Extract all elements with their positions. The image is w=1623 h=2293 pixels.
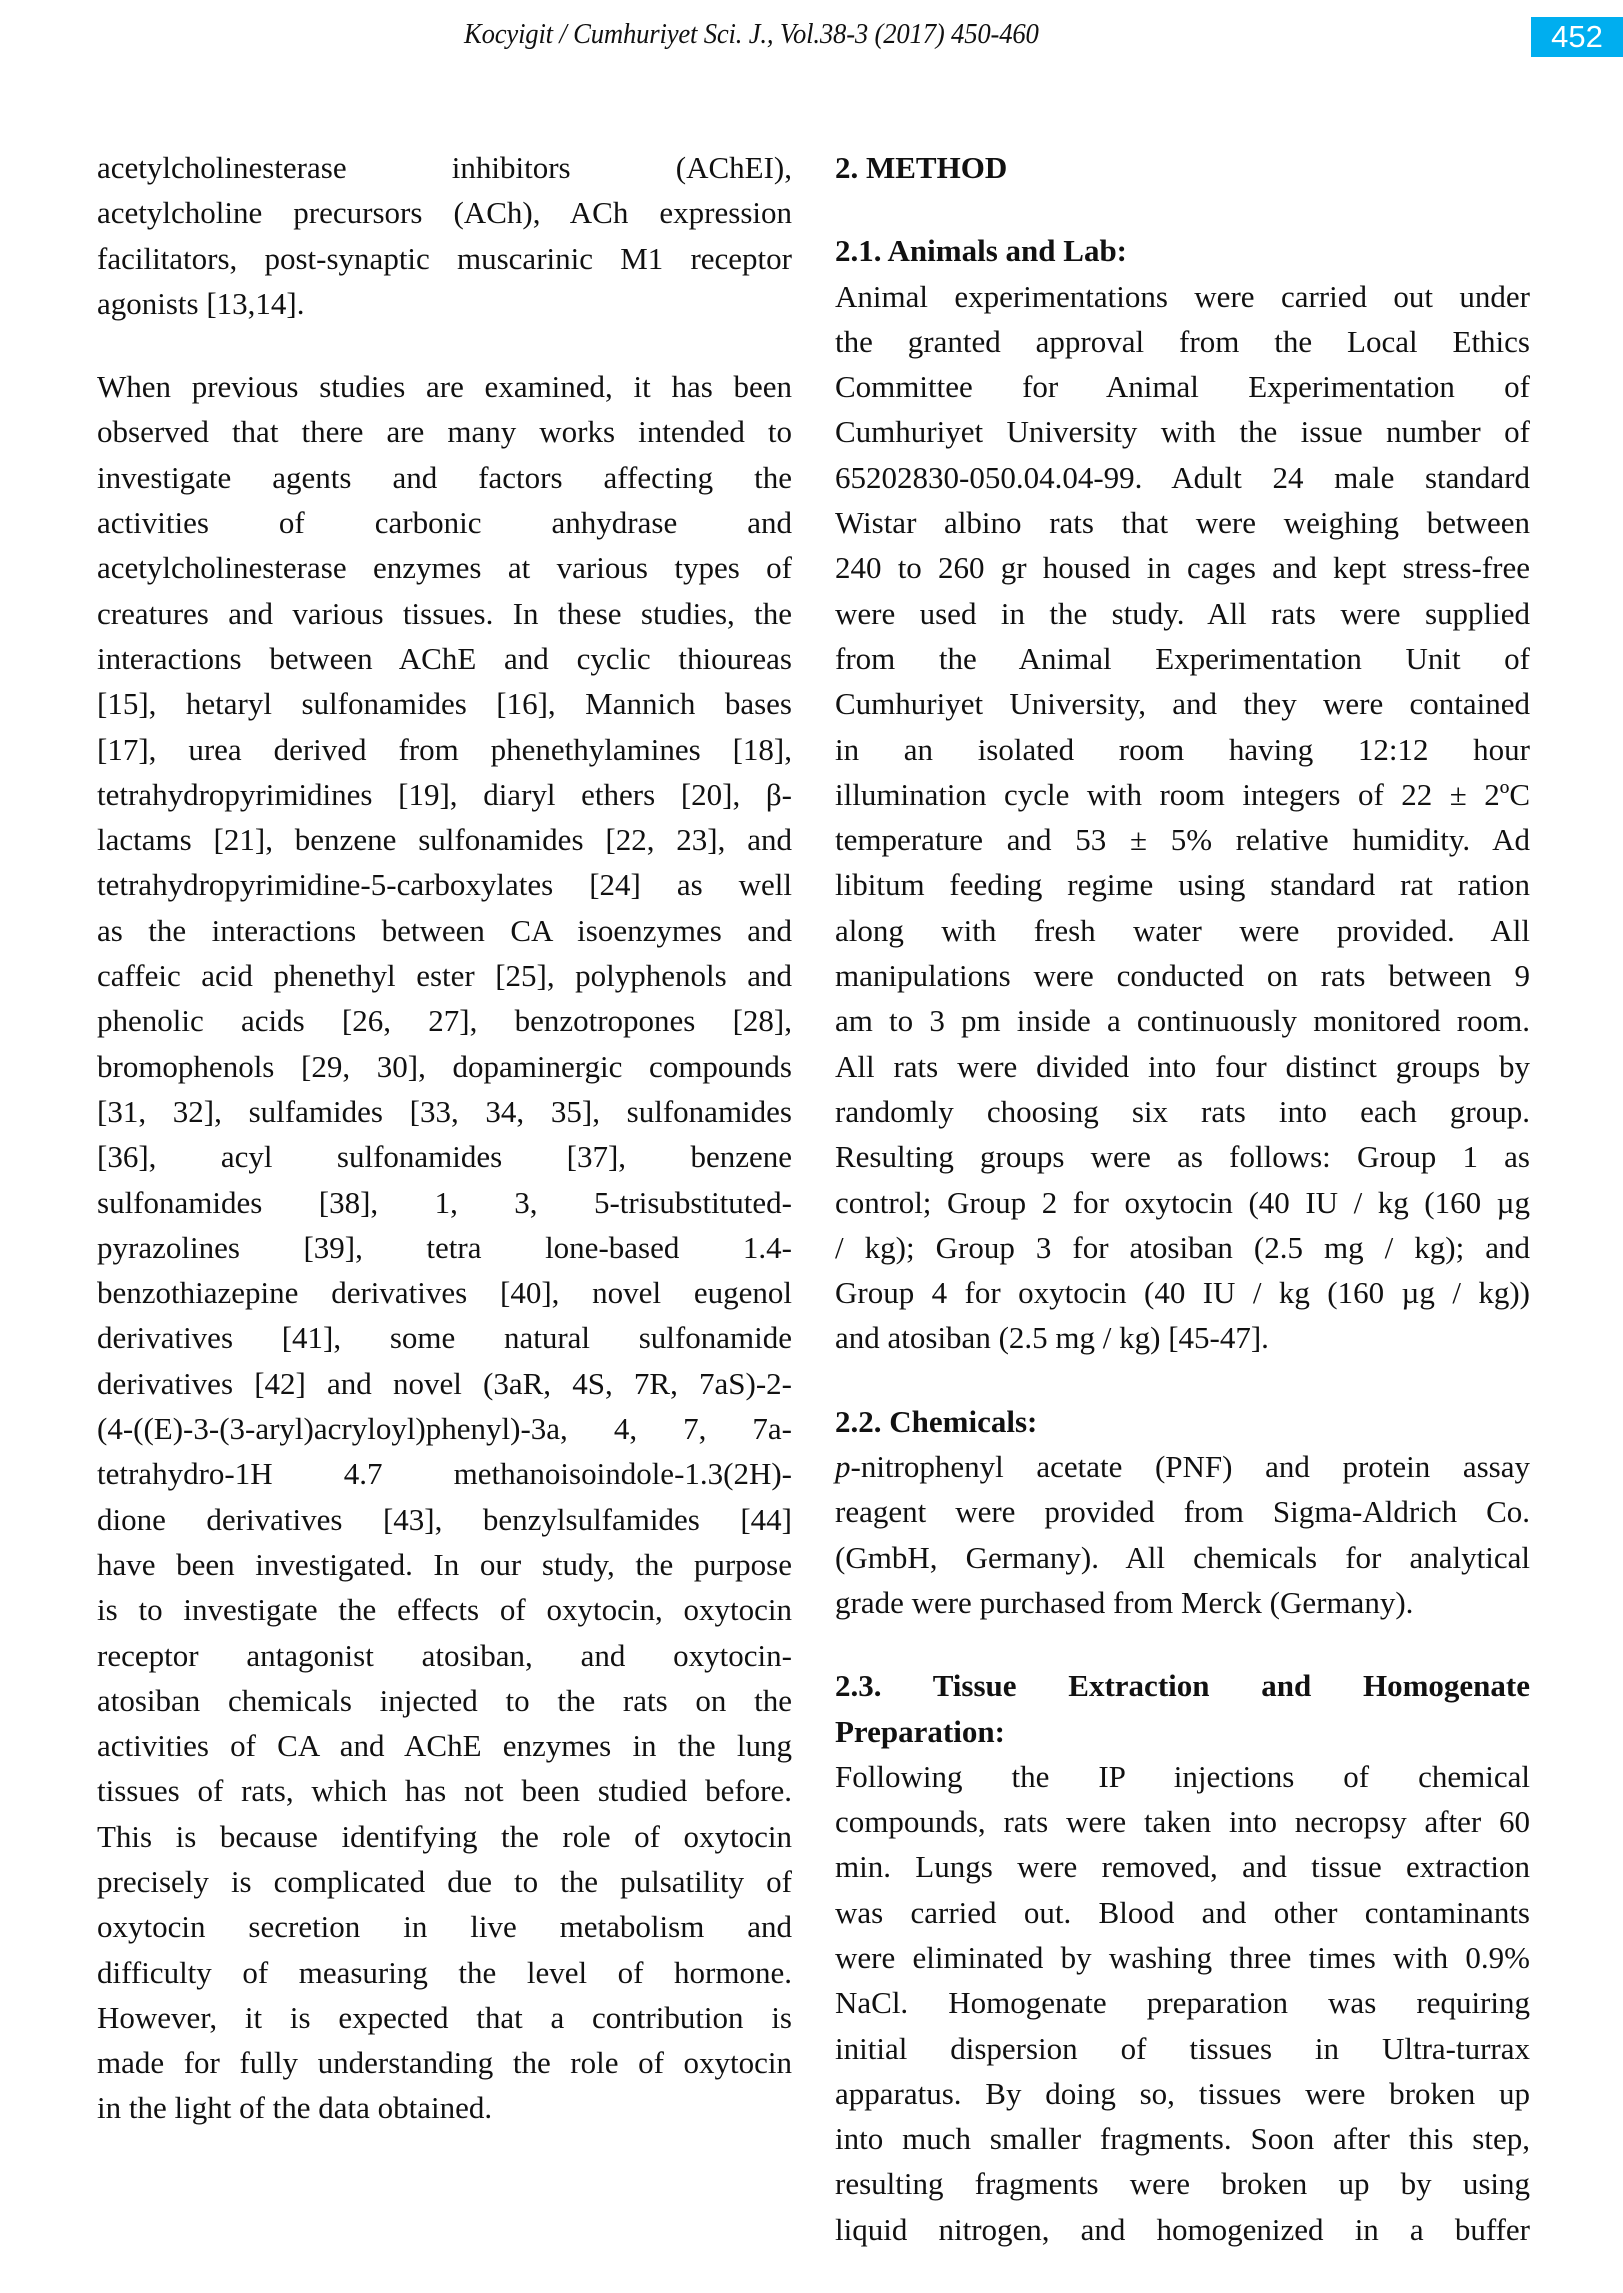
text-line: liquid nitrogen, and homogenized in a buffer <box>835 2211 1530 2247</box>
text-line: reagent were provided from Sigma-Aldrich Co. <box>835 1494 1530 1530</box>
text-line: sulfonamides [38], 1, 3, 5-trisubstituted- <box>97 1184 792 1220</box>
text-line: observed that there are many works intended to <box>97 414 792 450</box>
text-line: NaCl. Homogenate preparation was requiring <box>835 1985 1530 2021</box>
right-column <box>835 145 1530 2252</box>
text-line: was carried out. Blood and other contaminants <box>835 1894 1530 1930</box>
paragraph-gap <box>835 1361 1530 1399</box>
text-line: / kg); Group 3 for atosiban (2.5 mg / kg); and <box>835 1229 1530 1265</box>
paragraph-gap <box>835 190 1530 228</box>
subsection-heading: 2.3. Tissue Extraction and Homogenate <box>835 1668 1530 1704</box>
text-line: agonists [13,14]. <box>97 285 305 321</box>
text-line: control; Group 2 for oxytocin (40 IU / kg (160 µg <box>835 1184 1530 1220</box>
text-line: [36], acyl sulfonamides [37], benzene <box>97 1139 792 1175</box>
paragraph-gap <box>835 1625 1530 1663</box>
running-header <box>0 14 1623 54</box>
text-line: grade were purchased from Merck (Germany). <box>835 1584 1414 1620</box>
text-line: However, it is expected that a contribution is <box>97 1999 792 2035</box>
text-line: Wistar albino rats that were weighing between <box>835 505 1530 541</box>
text-line: (GmbH, Germany). All chemicals for analytical <box>835 1539 1530 1575</box>
text-line: bromophenols [29, 30], dopaminergic compounds <box>97 1048 792 1084</box>
text-line: in the light of the data obtained. <box>97 2090 493 2126</box>
section-heading: 2. METHOD <box>835 150 1008 185</box>
text-line: as the interactions between CA isoenzymes and <box>97 912 792 948</box>
text-line: pyrazolines [39], tetra lone-based 1.4- <box>97 1229 792 1265</box>
text-line: apparatus. By doing so, tissues were broken up <box>835 2075 1530 2111</box>
text-line: dione derivatives [43], benzylsulfamides [44] <box>97 1501 792 1537</box>
text-line: caffeic acid phenethyl ester [25], polyphenols and <box>97 958 792 994</box>
text-line: Group 4 for oxytocin (40 IU / kg (160 µg / kg)) <box>835 1275 1530 1311</box>
text-line: initial dispersion of tissues in Ultra-turrax <box>835 2030 1530 2066</box>
paragraph-gap <box>97 326 792 364</box>
text-line: along with fresh water were provided. All <box>835 912 1530 948</box>
subsection-heading: 2.1. Animals and Lab: <box>835 233 1128 269</box>
text-line: [15], hetaryl sulfonamides [16], Mannich bases <box>97 686 792 722</box>
text-line: creatures and various tissues. In these studies, the <box>97 595 792 631</box>
subsection-heading: 2.2. Chemicals: <box>835 1403 1038 1439</box>
text-line: from the Animal Experimentation Unit of <box>835 640 1530 676</box>
text-line: 240 to 260 gr housed in cages and kept stress-free <box>835 550 1530 586</box>
text-line: activities of CA and AChE enzymes in the lung <box>97 1728 792 1764</box>
text-line: and atosiban (2.5 mg / kg) [45-47]. <box>835 1320 1269 1356</box>
text-line: activities of carbonic anhydrase and <box>97 505 792 541</box>
text-line: lactams [21], benzene sulfonamides [22, 23], and <box>97 822 792 858</box>
text-line: am to 3 pm inside a continuously monitored room. <box>835 1003 1530 1039</box>
text-line: acetylcholinesterase enzymes at various types of <box>97 550 792 586</box>
text-line: tetrahydro-1H 4.7 methanoisoindole-1.3(2H)- <box>97 1456 792 1492</box>
text-line <box>835 1444 1530 1489</box>
subsection <box>835 1399 1530 1625</box>
text-line: 65202830-050.04.04-99. Adult 24 male standard <box>835 459 1530 495</box>
subsection <box>835 228 1530 1360</box>
text-line: facilitators, post-synaptic muscarinic M1 receptor <box>97 240 792 276</box>
running-title: Kocyigit / Cumhuriyet Sci. J., Vol.38-3 (2017) 450-460 <box>464 18 1039 50</box>
text-line: All rats were divided into four distinct groups by <box>835 1048 1530 1084</box>
text-line: tetrahydropyrimidines [19], diaryl ethers [20], β- <box>97 776 792 812</box>
paragraph <box>97 364 792 2131</box>
text-line: investigate agents and factors affecting the <box>97 459 792 495</box>
subsection-heading: Preparation: <box>835 1713 1005 1749</box>
text-line: illumination cycle with room integers of 22 ± 2ºC <box>835 776 1530 812</box>
text-line: [17], urea derived from phenethylamines [18], <box>97 731 792 767</box>
text-line: [31, 32], sulfamides [33, 34, 35], sulfonamides <box>97 1093 792 1129</box>
text-line: (4-((E)-3-(3-aryl)acryloyl)phenyl)-3a, 4, 7, 7a- <box>97 1411 792 1447</box>
left-column <box>97 145 792 2131</box>
text-line: made for fully understanding the role of oxytocin <box>97 2045 792 2081</box>
text-line: temperature and 53 ± 5% relative humidity. Ad <box>835 822 1530 858</box>
text-line: derivatives [41], some natural sulfonamide <box>97 1320 792 1356</box>
text-line: Following the IP injections of chemical <box>835 1758 1530 1794</box>
text-line: Resulting groups were as follows: Group 1 as <box>835 1139 1530 1175</box>
text-line: in an isolated room having 12:12 hour <box>835 731 1530 767</box>
text-line: When previous studies are examined, it has been <box>97 369 792 405</box>
text-line: were used in the study. All rats were supplied <box>835 595 1530 631</box>
text-line: acetylcholine precursors (ACh), ACh expression <box>97 195 792 231</box>
text-line: derivatives [42] and novel (3aR, 4S, 7R, 7aS)-2- <box>97 1365 792 1401</box>
text-line: have been investigated. In our study, the purpose <box>97 1546 792 1582</box>
text-line: atosiban chemicals injected to the rats on the <box>97 1682 792 1718</box>
text-line: Animal experimentations were carried out under <box>835 278 1530 314</box>
text-line: This is because identifying the role of oxytocin <box>97 1818 792 1854</box>
text-line: resulting fragments were broken up by using <box>835 2166 1530 2202</box>
italic-prefix: p <box>835 1449 851 1485</box>
subsection <box>835 1663 1530 2252</box>
text-line: precisely is complicated due to the pulsatility of <box>97 1863 792 1899</box>
text-line: into much smaller fragments. Soon after this step, <box>835 2121 1530 2157</box>
page-number-badge: 452 <box>1531 17 1623 57</box>
text-line: randomly choosing six rats into each group. <box>835 1093 1530 1129</box>
text-line: benzothiazepine derivatives [40], novel eugenol <box>97 1275 792 1311</box>
text-line: Cumhuriyet University with the issue number of <box>835 414 1530 450</box>
text-line: libitum feeding regime using standard rat ration <box>835 867 1530 903</box>
text-line: phenolic acids [26, 27], benzotropones [28], <box>97 1003 792 1039</box>
text-line: tissues of rats, which has not been studied before. <box>97 1773 792 1809</box>
text-line: interactions between AChE and cyclic thioureas <box>97 640 792 676</box>
text-line: manipulations were conducted on rats between 9 <box>835 958 1530 994</box>
text-line: the granted approval from the Local Ethics <box>835 323 1530 359</box>
text-line: acetylcholinesterase inhibitors (AChEI), <box>97 150 792 185</box>
text-line: oxytocin secretion in live metabolism and <box>97 1909 792 1945</box>
text-line: min. Lungs were removed, and tissue extraction <box>835 1849 1530 1885</box>
text-line: Cumhuriyet University, and they were contained <box>835 686 1530 722</box>
paragraph <box>97 145 792 326</box>
line-text: -nitrophenyl acetate (PNF) and protein assay <box>850 1449 1530 1485</box>
text-line: Committee for Animal Experimentation of <box>835 369 1530 405</box>
text-line: difficulty of measuring the level of hormone. <box>97 1954 792 1990</box>
text-line: were eliminated by washing three times with 0.9% <box>835 1939 1530 1975</box>
text-line: receptor antagonist atosiban, and oxytocin- <box>97 1637 792 1673</box>
text-line: compounds, rats were taken into necropsy after 60 <box>835 1804 1530 1840</box>
text-line: tetrahydropyrimidine-5-carboxylates [24] as well <box>97 867 792 903</box>
text-line: is to investigate the effects of oxytocin, oxytocin <box>97 1592 792 1628</box>
